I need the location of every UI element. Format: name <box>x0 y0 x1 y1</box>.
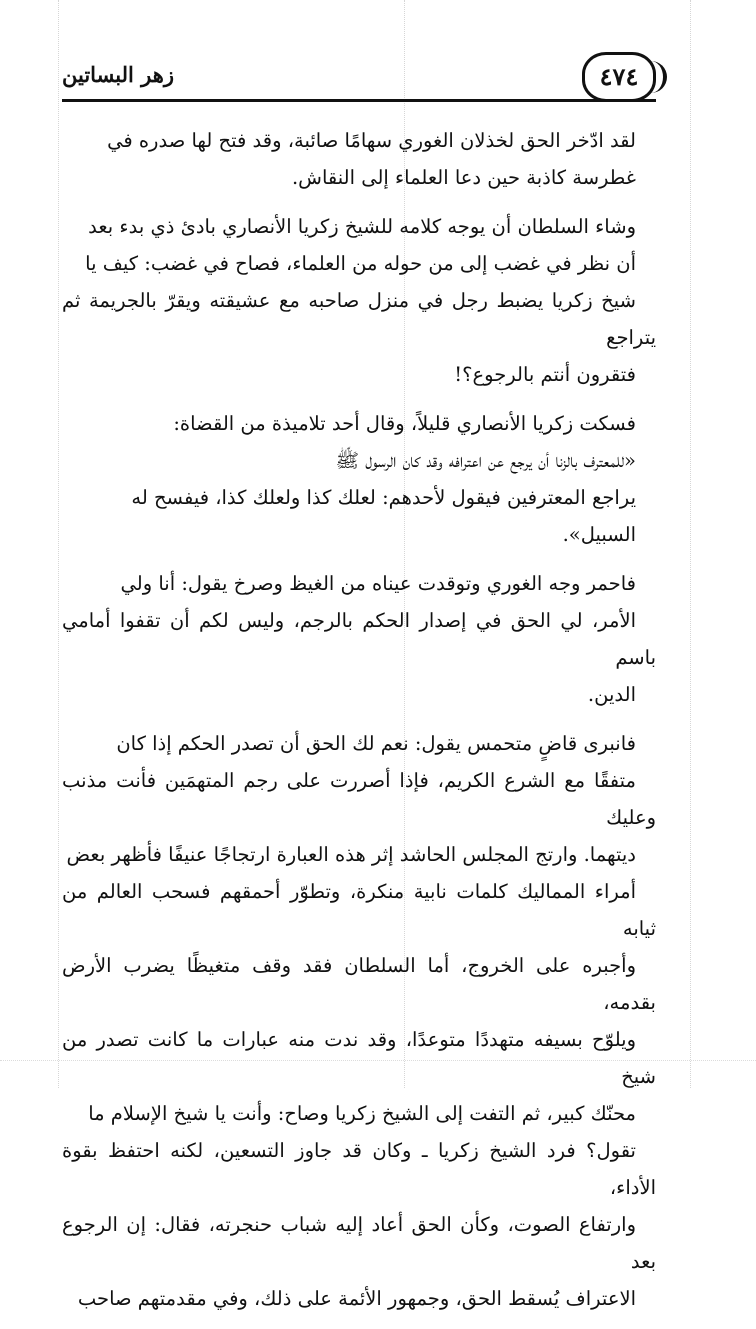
paragraph-3 <box>62 405 656 553</box>
text-line: شيخ زكريا يضبط رجل في منزل صاحبه مع عشيقته ويقرّ بالجريمة ثم يتراجع <box>62 289 656 349</box>
paragraph-5 <box>62 725 656 1317</box>
text-line: لقد ادّخر الحق لخذلان الغوري سهامًا صائبة، وقد فتح لها صدره في <box>107 129 636 152</box>
text-line: أن نظر في غضب إلى من حوله من العلماء، فصاح في غضب: كيف يا <box>85 252 636 275</box>
paragraph-1 <box>62 122 656 196</box>
text-line: محنّك كبير، ثم التفت إلى الشيخ زكريا وصاح: وأنت يا شيخ الإسلام ما <box>88 1102 636 1125</box>
text-line: الدين. <box>587 683 636 706</box>
text-line: وشاء السلطان أن يوجه كلامه للشيخ زكريا الأنصاري بادئ ذي بدء بعد <box>88 215 636 238</box>
page-header <box>62 52 656 104</box>
text-line: فتقرون أنتم بالرجوع؟! <box>454 363 636 386</box>
text-line: ويلوّح بسيفه متهددًا متوعدًا، وقد ندت منه عبارات ما كانت تصدر من شيخ <box>62 1028 656 1088</box>
scan-artifact-line <box>690 0 691 1088</box>
page-number: ٤٧٤ <box>582 52 656 102</box>
running-head-title: زهر البساتين <box>62 62 174 87</box>
text-line: وأجبره على الخروج، أما السلطان فقد وقف متغيظًا يضرب الأرض بقدمه، <box>62 954 656 1014</box>
text-line: فسكت زكريا الأنصاري قليلاً، وقال أحد تلاميذة من القضاة: <box>173 412 636 435</box>
text-line: الاعتراف يُسقط الحق، وجمهور الأئمة على ذلك، وفي مقدمتهم صاحب <box>77 1287 636 1310</box>
paragraph-2 <box>62 208 656 393</box>
text-line: «للمعترف بالزنا أن يرجع عن اعترافه وقد كان الرسول ﷺ <box>335 449 636 472</box>
text-line: الأمر، لي الحق في إصدار الحكم بالرجم، وليس لكم أن تقفوا أمامي باسم <box>62 609 656 669</box>
text-line: وارتفاع الصوت، وكأن الحق أعاد إليه شباب حنجرته، فقال: إن الرجوع بعد <box>62 1213 656 1273</box>
scan-artifact-line <box>58 0 59 1088</box>
text-line: فانبرى قاضٍ متحمس يقول: نعم لك الحق أن تصدر الحكم إذا كان <box>116 732 636 755</box>
text-line: متفقًا مع الشرع الكريم، فإذا أصررت على رجم المتهمَين فأنت مذنب وعليك <box>62 769 656 829</box>
text-line: ديتهما. وارتج المجلس الحاشد إثر هذه العبارة ارتجاجًا عنيفًا فأظهر بعض <box>66 843 636 866</box>
text-line: تقول؟ فرد الشيخ زكريا ـ وكان قد جاوز التسعين، لكنه احتفظ بقوة الأداء، <box>62 1139 656 1199</box>
body-text <box>62 122 656 1329</box>
header-divider <box>62 99 656 102</box>
text-line: فاحمر وجه الغوري وتوقدت عيناه من الغيظ وصرخ يقول: أنا ولي <box>120 572 636 595</box>
paragraph-4 <box>62 565 656 713</box>
text-line: غطرسة كاذبة حين دعا العلماء إلى النقاش. <box>291 166 636 189</box>
text-line: السبيل». <box>562 523 636 546</box>
text-line: يراجع المعترفين فيقول لأحدهم: لعلك كذا ولعلك كذا، فيفسح له <box>131 486 636 509</box>
text-line: أمراء المماليك كلمات نابية منكرة، وتطوّر أحمقهم فسحب العالم من ثيابه <box>62 880 656 940</box>
